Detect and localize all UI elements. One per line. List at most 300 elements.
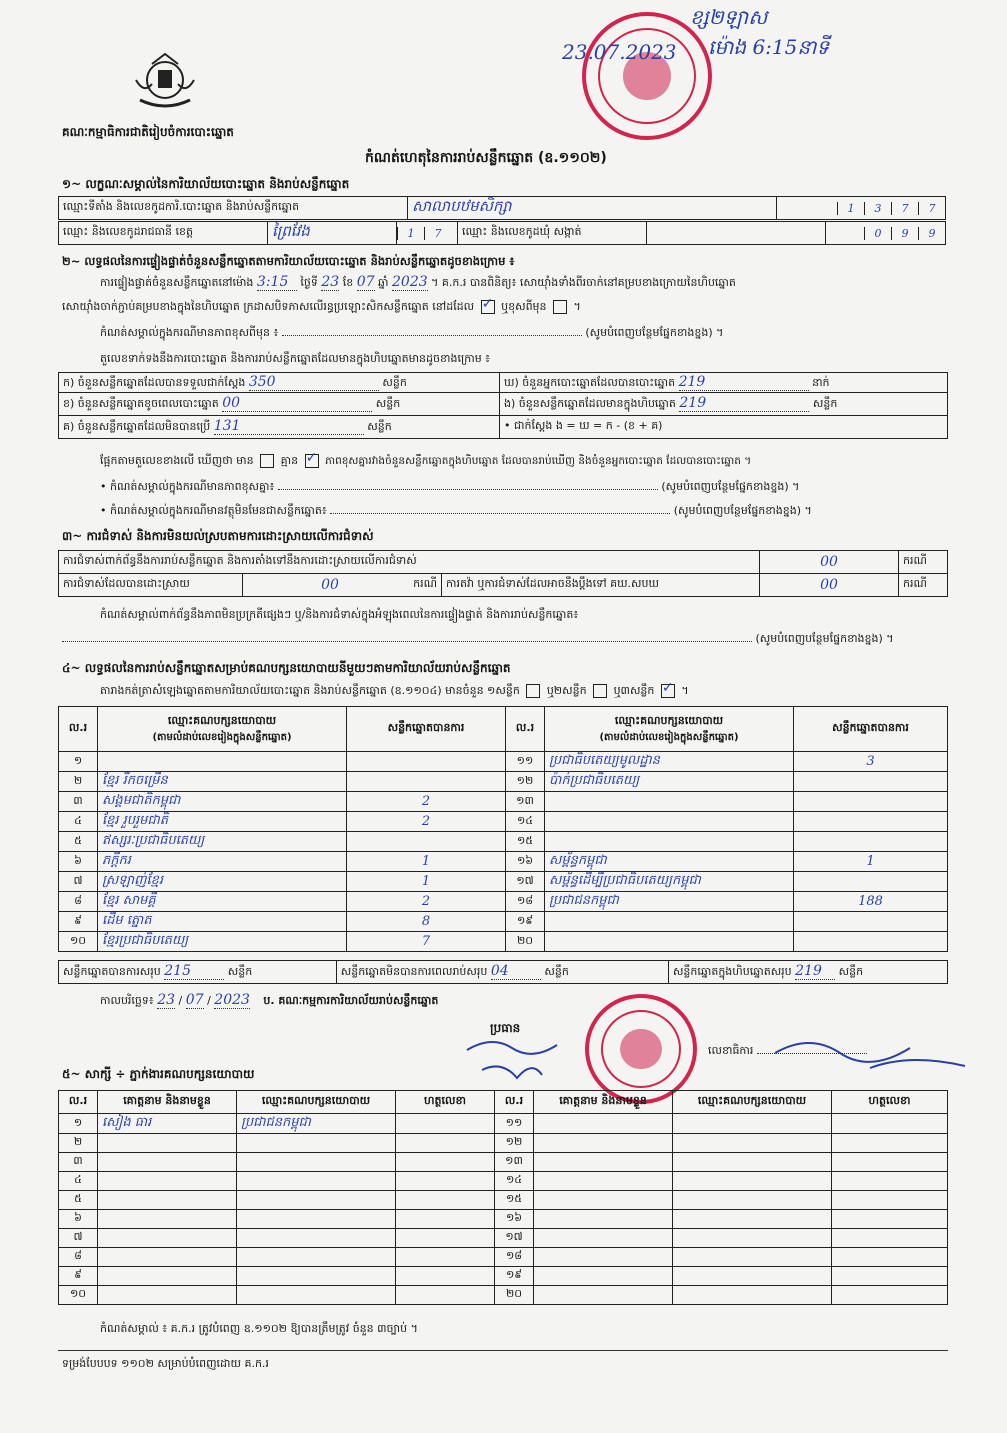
section-3-title: ៣~ ការជំទាស់ និងការមិនយល់ស្របតាមការដោះស្រាយលើការជំទាស់: [62, 529, 374, 543]
objection-count-label: ការជំទាស់ពាក់ព័ន្ធនឹងការរាប់សន្លឹកឆ្នោត និងការតាំងទៅនឹងការដោះស្រាយលើការជំទាស់: [59, 551, 760, 574]
difference-note: [100, 480, 799, 496]
row-number: ១៦: [506, 852, 545, 872]
no-difference-checkbox[interactable]: [305, 454, 319, 468]
invalid-total-value: 04: [491, 963, 541, 980]
row-number: ១: [59, 1114, 98, 1134]
table-row: [59, 1114, 948, 1134]
witness-name: [98, 1267, 237, 1286]
table-row: [59, 1248, 948, 1267]
party-name: ប្រជាធិបតេយ្យមូលដ្ឋាន: [545, 752, 794, 772]
row-number: ១៩: [495, 1267, 534, 1286]
province-code: [397, 222, 458, 245]
box-total: [668, 961, 947, 984]
witness-name: [98, 1191, 237, 1210]
table-row: [59, 912, 948, 932]
commune-code: [826, 222, 946, 245]
col-party: ឈ្មោះគណបក្សនយោបាយ: [237, 1091, 396, 1114]
party-name: [545, 812, 794, 832]
ballots-in-box-label: ង) ចំនួនសន្លឹកឆ្នោតដែលមានក្នុងហិបឆ្នោត: [504, 397, 676, 410]
col-party-label: ឈ្មោះគណបក្សនយោបាយ: [167, 713, 277, 727]
vote-count: 7: [347, 932, 506, 952]
party-name: ភក្តីករ: [98, 852, 347, 872]
formula: • ជាក់ស្តែង ង = ឃ = ក - (ខ + គ): [500, 416, 948, 439]
footnote: កំណត់សម្គាល់ ៖ គ.ក.រ ត្រូវបំពេញ ឧ.១១០២ ឱ្យបានត្រឹមត្រូវ ចំនួន ៣ច្បាប់ ។: [100, 1322, 418, 1335]
vote-count: [347, 832, 506, 852]
witness-signature[interactable]: [832, 1191, 948, 1210]
row-number: ៣: [59, 1153, 98, 1172]
note-tail: (សូមបំពេញបន្ថែមផ្នែកខាងខ្នង) ។: [673, 504, 812, 517]
unused-ballots-value: 131: [214, 418, 364, 435]
org-name: គណៈកម្មាធិការជាតិរៀបចំការបោះឆ្នោត: [62, 125, 234, 139]
witness-signature[interactable]: [832, 1172, 948, 1191]
witness-name: [98, 1286, 237, 1305]
witness-party: [237, 1286, 396, 1305]
witness-name: [98, 1134, 237, 1153]
resolved-count: 00: [321, 577, 339, 593]
witness-name: [534, 1267, 673, 1286]
code-digit: 1: [837, 202, 864, 215]
witness-name: [534, 1153, 673, 1172]
row-number: ១៦: [495, 1210, 534, 1229]
col-no: ល.រ: [59, 1091, 98, 1114]
invalid-total-label: សន្លឹកឆ្នោតមិនបានការពេលរាប់សរុប: [340, 965, 488, 978]
totals-row: [58, 960, 948, 984]
witness-party: [673, 1267, 832, 1286]
ballot-figures-table: [58, 372, 948, 439]
tally-sheet-count: តារាងកត់ត្រាសំឡេងឆ្នោតតាមការិយាល័យបោះឆ្នោត និងរាប់សន្លឹកឆ្នោត (ឧ.១១០៤) មានចំនួន ១សន្លឹក ឬ២សន្លឹក ឬ៣សន្លឹក ✓ ។: [100, 684, 689, 700]
section-1-title: ១~ លក្ខណៈសម្គាល់នៃការិយាល័យបោះឆ្នោត និងរាប់សន្លឹកឆ្នោត: [62, 177, 350, 191]
no-difference-label: គ្មាន: [280, 454, 299, 467]
row-number: ១៩: [506, 912, 545, 932]
appeal-label: ការតវ៉ា ឬការជំទាស់ដែលអាចនឹងប្តឹងទៅ គឃ.សបឃ: [442, 574, 760, 597]
party-name: [545, 932, 794, 952]
polling-station-name: សាលាបឋមសិក្សា: [408, 197, 777, 220]
table-row: [59, 1191, 948, 1210]
col-signature: ហត្ថលេខា: [396, 1091, 495, 1114]
unit: សន្លឹក: [227, 965, 253, 978]
row-number: ៦: [59, 1210, 98, 1229]
spoiled-ballots: [59, 393, 500, 416]
row-number: ១១: [506, 752, 545, 772]
witness-signature[interactable]: [832, 1267, 948, 1286]
valid-total-label: សន្លឹកឆ្នោតបានការសរុប: [63, 965, 161, 978]
col-no: ល.រ: [495, 1091, 534, 1114]
code-digit: 1: [397, 227, 424, 240]
code-digit: 7: [918, 202, 945, 215]
table-row: [59, 1153, 948, 1172]
row-number: ១: [59, 752, 98, 772]
row-number: ៧: [59, 872, 98, 892]
row-number: ៨: [59, 892, 98, 912]
unit: សន្លឹក: [375, 397, 401, 410]
row-number: ៣: [59, 792, 98, 812]
row-number: ១០: [59, 932, 98, 952]
secretary-label: លេខាធិការ: [708, 1044, 754, 1057]
witness-party: [673, 1286, 832, 1305]
party-name: សម្ព័ន្ធកម្ពុជា: [545, 852, 794, 872]
chair-label: ប្រធាន: [490, 1021, 521, 1035]
appeal-value: 00: [760, 574, 899, 597]
date-line: កាលបរិច្ឆេទ៖ 23 / 07 / 2023 ប. គណៈកម្មការការិយាល័យរាប់សន្លឹកឆ្នោត: [100, 992, 439, 1008]
three-sheets-checkbox[interactable]: [661, 684, 675, 698]
row-number: ២: [59, 772, 98, 792]
row-number: ១១: [495, 1114, 534, 1134]
witness-party: [237, 1191, 396, 1210]
province-label: ឈ្មោះ និងលេខកូដរាជធានី ខេត្ត: [59, 222, 268, 245]
witness-signature[interactable]: [396, 1114, 495, 1134]
row-number: ៤: [59, 1172, 98, 1191]
witness-name: [534, 1286, 673, 1305]
witness-signature[interactable]: [396, 1267, 495, 1286]
vote-count: [794, 812, 948, 832]
vote-count: 2: [347, 792, 506, 812]
row-number: ៩: [59, 912, 98, 932]
witness-name: [98, 1210, 237, 1229]
witness-party: [673, 1210, 832, 1229]
objection-count-value: 00: [760, 551, 899, 574]
party-name: ខ្មែរ សាមគ្គី: [98, 892, 347, 912]
section-1-table-row2: [58, 221, 946, 245]
commune-label: ឈ្មោះ និងលេខកូដឃុំ សង្កាត់: [458, 222, 647, 245]
three-sheets-label: ឬ៣សន្លឹក: [613, 684, 655, 697]
compare-text: ផ្អែកតាមតួលេខខាងលើ ឃើញថា មាន: [100, 454, 254, 467]
voters-voted-value: 219: [679, 374, 809, 391]
row-number: ១៤: [495, 1172, 534, 1191]
row-number: ១៨: [506, 892, 545, 912]
vote-count: 2: [347, 812, 506, 832]
table-row: [59, 1267, 948, 1286]
nec-emblem: [132, 50, 198, 114]
change-note: [100, 326, 723, 342]
row-number: ៦: [59, 852, 98, 872]
vote-count: [794, 932, 948, 952]
witness-name: សៀង ធារ: [98, 1114, 237, 1134]
resolved-label: ការជំទាស់ដែលបានដោះស្រាយ: [59, 574, 243, 597]
vote-count: 1: [347, 852, 506, 872]
section-5-title: ៥~ សាក្សី ÷ ភ្នាក់ងារគណបក្សនយោបាយ: [62, 1067, 255, 1081]
witness-party: [237, 1134, 396, 1153]
witness-name: [534, 1172, 673, 1191]
witness-party: [237, 1267, 396, 1286]
form-footer: ទម្រង់បែបបទ ១១០២ សម្រាប់បំពេញដោយ គ.ក.រ: [62, 1357, 269, 1370]
stamp-note: ខ្ស២ឡាស: [690, 5, 768, 29]
witness-name: [534, 1229, 673, 1248]
witness-party: [673, 1153, 832, 1172]
witness-signature[interactable]: [396, 1210, 495, 1229]
polling-station-label: ឈ្មោះទីតាំង និងលេខកូដការិ.បោះឆ្នោត និងរាប់សន្លឹកឆ្នោត: [59, 197, 408, 220]
voters-voted: [500, 373, 948, 393]
objections-table: [58, 550, 948, 597]
stamp-date: 23.07.2023: [562, 40, 677, 64]
voters-voted-label: ឃ) ចំនួនអ្នកបោះឆ្នោតដែលបានបោះឆ្នោត: [504, 375, 676, 389]
witness-signature[interactable]: [832, 1134, 948, 1153]
vote-count: [347, 752, 506, 772]
date-year: 2023: [214, 992, 250, 1008]
party-name: [545, 792, 794, 812]
date-label: កាលបរិច្ឆេទ៖: [100, 994, 154, 1007]
table-row: [59, 1286, 948, 1305]
party-name: [545, 912, 794, 932]
unit: ករណី: [899, 574, 948, 597]
unit: សន្លឹក: [382, 375, 407, 389]
seal-text: សោយ៉ាំងចាក់ភ្ជាប់គម្របខាងក្នុងនៃហិបឆ្នោត ក្រដាសបិទភាសលើរន្ធប្រឡោះសិកសន្លឹកឆ្នោត នៅដដែល: [62, 300, 475, 313]
code-digit: 7: [891, 202, 918, 215]
unit: ករណី: [899, 551, 948, 574]
received-ballots: [59, 373, 500, 393]
box-total-label: សន្លឹកឆ្នោតក្នុងហិបឆ្នោតសរុប: [672, 965, 792, 978]
witness-party: [237, 1153, 396, 1172]
witness-party: [673, 1248, 832, 1267]
note-tail: (សូមបំពេញបន្ថែមផ្នែកខាងខ្នង) ។: [755, 632, 894, 645]
row-number: ២០: [495, 1286, 534, 1305]
witness-name: [534, 1248, 673, 1267]
witness-signature[interactable]: [832, 1286, 948, 1305]
row-number: ៥: [59, 1191, 98, 1210]
commune-name: [647, 222, 826, 245]
witness-signature[interactable]: [396, 1172, 495, 1191]
witness-party: [237, 1210, 396, 1229]
verification-day: 23: [321, 274, 340, 290]
party-name: ឥស្សរៈប្រជាធិបតេយ្យ: [98, 832, 347, 852]
col-votes: សន្លឹកឆ្នោតបានការ: [347, 707, 506, 752]
unit: នាក់: [812, 375, 830, 389]
has-difference-checkbox[interactable]: [260, 454, 274, 468]
row-number: ១៧: [506, 872, 545, 892]
party-name: ដើម ត្នោត: [98, 912, 347, 932]
row-number: ១៤: [506, 812, 545, 832]
witness-signature[interactable]: [832, 1114, 948, 1134]
witness-signature[interactable]: [396, 1248, 495, 1267]
party-name: ស្រឡាញ់ខ្មែរ: [98, 872, 347, 892]
code-digit: 7: [424, 227, 451, 240]
witness-signature[interactable]: [832, 1248, 948, 1267]
row-number: ១៣: [506, 792, 545, 812]
table-row: [59, 832, 948, 852]
two-sheets-label: ឬ២សន្លឹក: [546, 684, 587, 697]
code-digit: 9: [891, 227, 918, 240]
witness-party: [673, 1229, 832, 1248]
witness-name: [534, 1191, 673, 1210]
row-number: ១០: [59, 1286, 98, 1305]
month-label: ខែ: [342, 276, 354, 289]
ballots-in-box-value: 219: [679, 395, 809, 412]
party-name: ខ្មែរ រួបរួមជាតិ: [98, 812, 347, 832]
witness-signature[interactable]: [832, 1210, 948, 1229]
col-party: [98, 707, 347, 752]
vote-count: 2: [347, 892, 506, 912]
vote-count: 3: [794, 752, 948, 772]
col-party-label: ឈ្មោះគណបក្សនយោបាយ: [614, 713, 724, 727]
invalid-total: [336, 961, 668, 984]
witness-table: [58, 1090, 948, 1305]
row-number: ២: [59, 1134, 98, 1153]
table-row: [59, 852, 948, 872]
row-number: ១២: [495, 1134, 534, 1153]
row-number: ២០: [506, 932, 545, 952]
verification-time: 3:15: [257, 274, 297, 291]
unused-ballots-label: គ) ចំនួនសន្លឹកឆ្នោតដែលមិនបានប្រើ: [63, 420, 211, 433]
witness-name: [534, 1134, 673, 1153]
vote-count: 1: [347, 872, 506, 892]
party-name: [98, 752, 347, 772]
received-ballots-label: ក) ចំនួនសន្លឹកឆ្នោតដែលបានទទួលជាក់ស្តែង: [63, 375, 246, 389]
party-results-table: [58, 706, 948, 952]
resolved-value: [243, 574, 442, 597]
section-4-title: ៤~ លទ្ធផលនៃការរាប់សន្លឹកឆ្នោតសម្រាប់គណបក្សនយោបាយនីមួយៗតាមការិយាល័យរាប់សន្លឹកឆ្នោត: [62, 661, 511, 675]
valid-total: [59, 961, 337, 984]
polling-station-code: [777, 197, 946, 220]
row-number: ៨: [59, 1248, 98, 1267]
irregularity-note-line: [62, 632, 894, 648]
witness-party: [237, 1229, 396, 1248]
vote-count: [794, 912, 948, 932]
two-sheets-checkbox[interactable]: [593, 684, 607, 698]
one-sheet-checkbox[interactable]: [526, 684, 540, 698]
committee-label: ប. គណៈកម្មការការិយាល័យរាប់សន្លឹកឆ្នោត: [263, 994, 439, 1007]
unchanged-checkbox[interactable]: [481, 300, 495, 314]
col-party-sub: (តាមលំដាប់លេខរៀងក្នុងសន្លឹកឆ្នោត): [152, 731, 292, 743]
party-name: សង្គមជាតិកម្ពុជា: [98, 792, 347, 812]
table-row: [59, 932, 948, 952]
witness-signature[interactable]: [396, 1286, 495, 1305]
verification-line-1: [100, 274, 736, 292]
party-name: [545, 832, 794, 852]
col-name: គោត្តនាម និងនាមខ្លួន: [98, 1091, 237, 1114]
date-month: 07: [185, 992, 204, 1008]
form-title: កំណត់ហេតុនៃការរាប់សន្លឹកឆ្នោត (ឧ.១១០២): [365, 150, 607, 166]
table-row: [59, 792, 948, 812]
table-row: [59, 1134, 948, 1153]
party-name: ប្រជាជនកម្ពុជា: [545, 892, 794, 912]
table-row: [59, 812, 948, 832]
compare-line: [100, 454, 751, 470]
col-votes: សន្លឹកឆ្នោតបានការ: [794, 707, 948, 752]
unit: សន្លឹក: [367, 420, 392, 433]
party-name: ខ្មែរ រីកចម្រើន: [98, 772, 347, 792]
unused-ballots: [59, 416, 500, 439]
verification-text-end: ។ គ.ក.រ បានពិនិត្យ៖ សោយ៉ាំងទាំងពីរចាក់នៅគម្របខាងក្រោយនៃហិបឆ្នោត: [431, 276, 736, 289]
section-2-title: ២~ លទ្ធផលនៃការផ្ទៀងផ្ទាត់ចំនួនសន្លឹកឆ្នោតតាមការិយាល័យបោះឆ្នោត និងរាប់សន្លឹកឆ្នោតដូចខាងក្រោម ៖: [62, 254, 515, 268]
foreign-object-note: [100, 504, 812, 520]
row-number: ៥: [59, 832, 98, 852]
figures-intro: តួលេខទាក់ទងនឹងការបោះឆ្នោត និងការរាប់សន្លឹកឆ្នោតដែលមានក្នុងហិបឆ្នោតមានដូចខាងក្រោម ៖: [100, 352, 491, 365]
witness-signature[interactable]: [396, 1153, 495, 1172]
witness-party: [237, 1172, 396, 1191]
party-name: សម្ព័ន្ធដើម្បីប្រជាធិបតេយ្យកម្ពុជា: [545, 872, 794, 892]
witness-name: [98, 1229, 237, 1248]
witness-name: [534, 1210, 673, 1229]
spoiled-ballots-value: 00: [222, 395, 372, 412]
col-signature: ហត្ថលេខា: [832, 1091, 948, 1114]
change-note-tail: (សូមបំពេញបន្ថែមផ្នែកខាងខ្នង) ។: [585, 326, 724, 339]
change-note-label: កំណត់សម្គាល់ក្នុងករណីមានភាពខុសពីមុន ៖: [100, 326, 279, 339]
box-total-value: 219: [795, 963, 835, 980]
row-number: ៧: [59, 1229, 98, 1248]
received-ballots-value: 350: [249, 374, 379, 391]
code-digit: 9: [918, 227, 945, 240]
col-party-sub: (តាមលំដាប់លេខរៀងក្នុងសន្លឹកឆ្នោត): [599, 731, 739, 743]
table-row: [59, 1210, 948, 1229]
unit: សន្លឹក: [838, 965, 864, 978]
compare-text-rest: ភាពខុសគ្នារវាងចំនួនសន្លឹកឆ្នោតក្នុងហិបឆ្នោត ដែលបានរាប់ឃើញ និងចំនួនអ្នកបោះឆ្នោត ដែលបានបោះឆ្នោត ។: [325, 455, 752, 467]
verification-year: 2023: [392, 274, 428, 290]
witness-signature[interactable]: [396, 1229, 495, 1248]
code-digit: 0: [864, 227, 891, 240]
valid-total-value: 215: [164, 963, 224, 980]
spoiled-ballots-label: ខ) ចំនួនសន្លឹកឆ្នោតខូចពេលបោះឆ្នោត: [63, 397, 219, 410]
witness-signature[interactable]: [396, 1134, 495, 1153]
vote-count: [794, 772, 948, 792]
col-name: គោត្តនាម និងនាមខ្លួន: [534, 1091, 673, 1114]
code-digit: 3: [864, 202, 891, 215]
witness-party: [673, 1114, 832, 1134]
vote-count: 8: [347, 912, 506, 932]
secretary-signature: [770, 1028, 970, 1078]
unit: សន្លឹក: [544, 965, 569, 978]
table-row: [59, 1172, 948, 1191]
tally-intro: តារាងកត់ត្រាសំឡេងឆ្នោតតាមការិយាល័យបោះឆ្នោត និងរាប់សន្លឹកឆ្នោត (ឧ.១១០៤) មានចំនួន ១សន្លឹក: [100, 684, 520, 697]
note-tail: (សូមបំពេញបន្ថែមផ្នែកខាងខ្នង) ។: [661, 480, 800, 493]
changed-checkbox[interactable]: [553, 300, 567, 314]
date-day: 23: [157, 992, 176, 1008]
col-no: ល.រ: [506, 707, 545, 752]
row-number: ៤: [59, 812, 98, 832]
verification-month: 07: [356, 274, 375, 290]
table-row: [59, 772, 948, 792]
chair-signature: [462, 1030, 562, 1090]
witness-signature[interactable]: [832, 1229, 948, 1248]
difference-note-label: • កំណត់សម្គាល់ក្នុងករណីមានភាពខុសគ្នា៖: [100, 480, 275, 493]
section-1-table: [58, 196, 946, 220]
col-party: [545, 707, 794, 752]
witness-signature[interactable]: [832, 1153, 948, 1172]
unit: ករណី: [413, 577, 437, 590]
stamp-time: ម៉ោង 6:15នាទី: [708, 35, 830, 59]
vote-count: 188: [794, 892, 948, 912]
col-no: ល.រ: [59, 707, 98, 752]
row-number: ១៥: [495, 1191, 534, 1210]
witness-name: [98, 1248, 237, 1267]
row-number: ៩: [59, 1267, 98, 1286]
witness-party: [237, 1248, 396, 1267]
row-number: ១៧: [495, 1229, 534, 1248]
verification-line-2: សោយ៉ាំងចាក់ភ្ជាប់គម្របខាងក្នុងនៃហិបឆ្នោត ក្រដាសបិទភាសលើរន្ធប្រឡោះសិកសន្លឹកឆ្នោត នៅដដែល ✓ ឬខុសពីមុន ។: [62, 300, 581, 316]
row-number: ១៨: [495, 1248, 534, 1267]
vote-count: [794, 832, 948, 852]
witness-party: [673, 1191, 832, 1210]
vote-count: [794, 792, 948, 812]
table-row: [59, 872, 948, 892]
witness-name: [98, 1153, 237, 1172]
ballots-in-box: [500, 393, 948, 416]
province-name: ព្រៃវែង: [268, 222, 397, 245]
table-row: [59, 1229, 948, 1248]
table-row: [59, 752, 948, 772]
vote-count: [794, 872, 948, 892]
witness-name: [98, 1172, 237, 1191]
vote-count: [347, 772, 506, 792]
witness-party: [673, 1172, 832, 1191]
row-number: ១៣: [495, 1153, 534, 1172]
day-label: ថ្ងៃទី: [300, 276, 318, 289]
witness-name: [534, 1114, 673, 1134]
foreign-object-note-label: • កំណត់សម្គាល់ក្នុងករណីមានវត្ថុមិនមែនជាសន្លឹកឆ្នោត៖: [100, 504, 327, 517]
row-number: ១២: [506, 772, 545, 792]
year-label: ឆ្នាំ: [378, 276, 389, 289]
party-name: ប៉ាក់ប្រជាធិបតេយ្យ: [545, 772, 794, 792]
witness-signature[interactable]: [396, 1191, 495, 1210]
unit: សន្លឹក: [812, 397, 838, 410]
